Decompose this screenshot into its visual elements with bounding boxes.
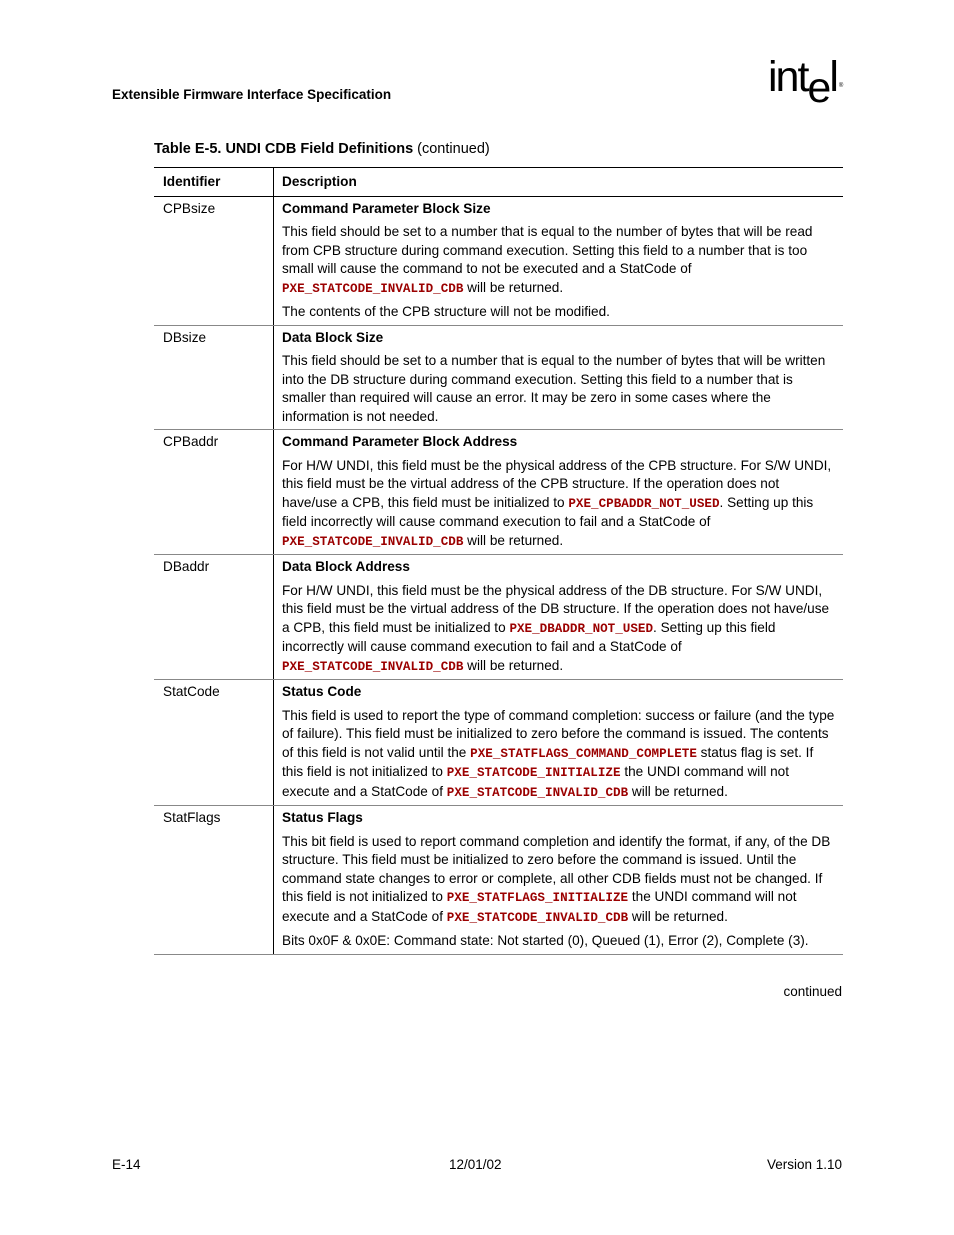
code-constant: PXE_STATCODE_INVALID_CDB [282,281,464,296]
field-title: Status Flags [282,810,363,825]
description-paragraph [282,352,837,426]
intel-logo: intel ® [768,53,844,112]
description-text: will be returned. [463,279,564,295]
table-row [154,806,843,955]
field-description [274,196,844,325]
description-text: will be returned. [463,532,564,548]
footer-date: 12/01/02 [449,1157,502,1172]
code-constant: PXE_DBADDR_NOT_USED [509,621,654,636]
code-constant: PXE_STATFLAGS_COMMAND_COMPLETE [470,746,697,761]
page-number: E-14 [112,1157,141,1172]
field-definitions-table [154,167,843,955]
field-identifier: DBaddr [154,555,274,680]
code-constant: PXE_STATCODE_INVALID_CDB [282,659,464,674]
field-title: Data Block Size [282,329,384,345]
table-caption-label: Table E-5. UNDI CDB Field Definitions [154,141,414,157]
description-paragraph [282,457,837,552]
description-text: will be returned. [628,783,728,799]
description-paragraph [282,303,837,322]
code-constant: PXE_CPBADDR_NOT_USED [568,496,720,511]
table-header-row [154,168,843,197]
code-constant: PXE_STATCODE_INITIALIZE [446,766,621,780]
table-row [154,555,843,680]
table-row [154,430,843,555]
table-body [154,196,843,954]
field-identifier: CPBaddr [154,430,274,555]
field-title: Command Parameter Block Size [282,200,491,216]
field-description [274,555,844,680]
field-description [274,680,844,806]
field-title: Status Code [282,684,362,699]
table-row [154,325,843,430]
table-caption-suffix: (continued) [413,141,490,157]
field-title: Command Parameter Block Address [282,434,518,449]
field-identifier: DBsize [154,325,274,430]
description-text: This field should be set to a number that is equal to the number of bytes that will be read from CPB structure during command execution. Setting this field to a number that is too small will cause the command to not be executed and a StatCode of [282,224,813,276]
table-row [154,680,843,806]
description-text: status flag is set. If this field is not initialized to [282,744,814,779]
field-description [274,325,844,430]
footer-version: Version 1.10 [766,1157,842,1172]
description-text: This field should be set to a number that is equal to the number of bytes that will be written into the DB structure during command execution. Setting this field to a number that is smaller than required will cause an error. It may be zero in some cases where the information is not needed. [282,353,826,424]
description-text: . Setting up this field incorrectly will cause command execution to fail and a StatCode of [282,619,776,654]
description-text: Bits 0x0F & 0x0E: Command state: Not started (0), Queued (1), Error (2), Complete (3). [282,933,809,948]
code-constant: PXE_STATCODE_INVALID_CDB [446,910,629,925]
field-identifier: StatCode [154,680,274,806]
description-text: The contents of the CPB structure will not be modified. [282,304,610,319]
description-paragraph [282,932,837,951]
field-identifier: StatFlags [154,806,274,955]
description-paragraph [282,223,837,298]
field-description [274,806,844,955]
description-text: . Setting up this field incorrectly will cause command execution to fail and a StatCode of [282,494,814,529]
field-title: Data Block Address [282,559,410,574]
description-text: will be returned. [628,908,728,924]
code-constant: PXE_STATFLAGS_INITIALIZE [446,891,629,905]
table-caption [154,141,490,157]
description-text: the UNDI command will not execute and a StatCode of [282,764,790,799]
code-constant: PXE_STATCODE_INVALID_CDB [282,534,464,549]
header-description: Description [274,168,844,197]
code-constant: PXE_STATCODE_INVALID_CDB [446,785,629,800]
description-text: the UNDI command will not execute and a StatCode of [282,889,797,924]
description-text: For H/W UNDI, this field must be the physical address of the DB structure. For S/W UNDI, this field must be the virtual address of the DB structure. If the operation does not have/use a CPB, this field must be initialized to [282,582,830,635]
description-paragraph [282,582,837,677]
description-text: For H/W UNDI, this field must be the physical address of the CPB structure. For S/W UNDI, this field must be the virtual address of the CPB structure. If the operation does not have/use a CPB, this field must be initialized to [282,457,832,510]
description-paragraph [282,707,837,803]
field-identifier: CPBsize [154,196,274,325]
table-row [154,196,843,325]
description-text: This field is used to report the type of command completion: success or failure (and the type of failure). This field must be initialized to zero before the command is issued. The contents of this field is not valid until the [282,707,835,760]
description-paragraph [282,833,837,928]
description-text: This bit field is used to report command completion and identify the format, if any, of the DB structure. This field must be initialized to zero before the command is issued. Until the command state changes to error or complete, all other CDB fields must not be changed. If this field is not initialized to [282,833,831,904]
document-title: Extensible Firmware Interface Specification [112,87,392,102]
field-description [274,430,844,555]
header-identifier: Identifier [154,168,274,197]
continued-note: continued [783,984,842,999]
description-text: will be returned. [463,657,564,673]
